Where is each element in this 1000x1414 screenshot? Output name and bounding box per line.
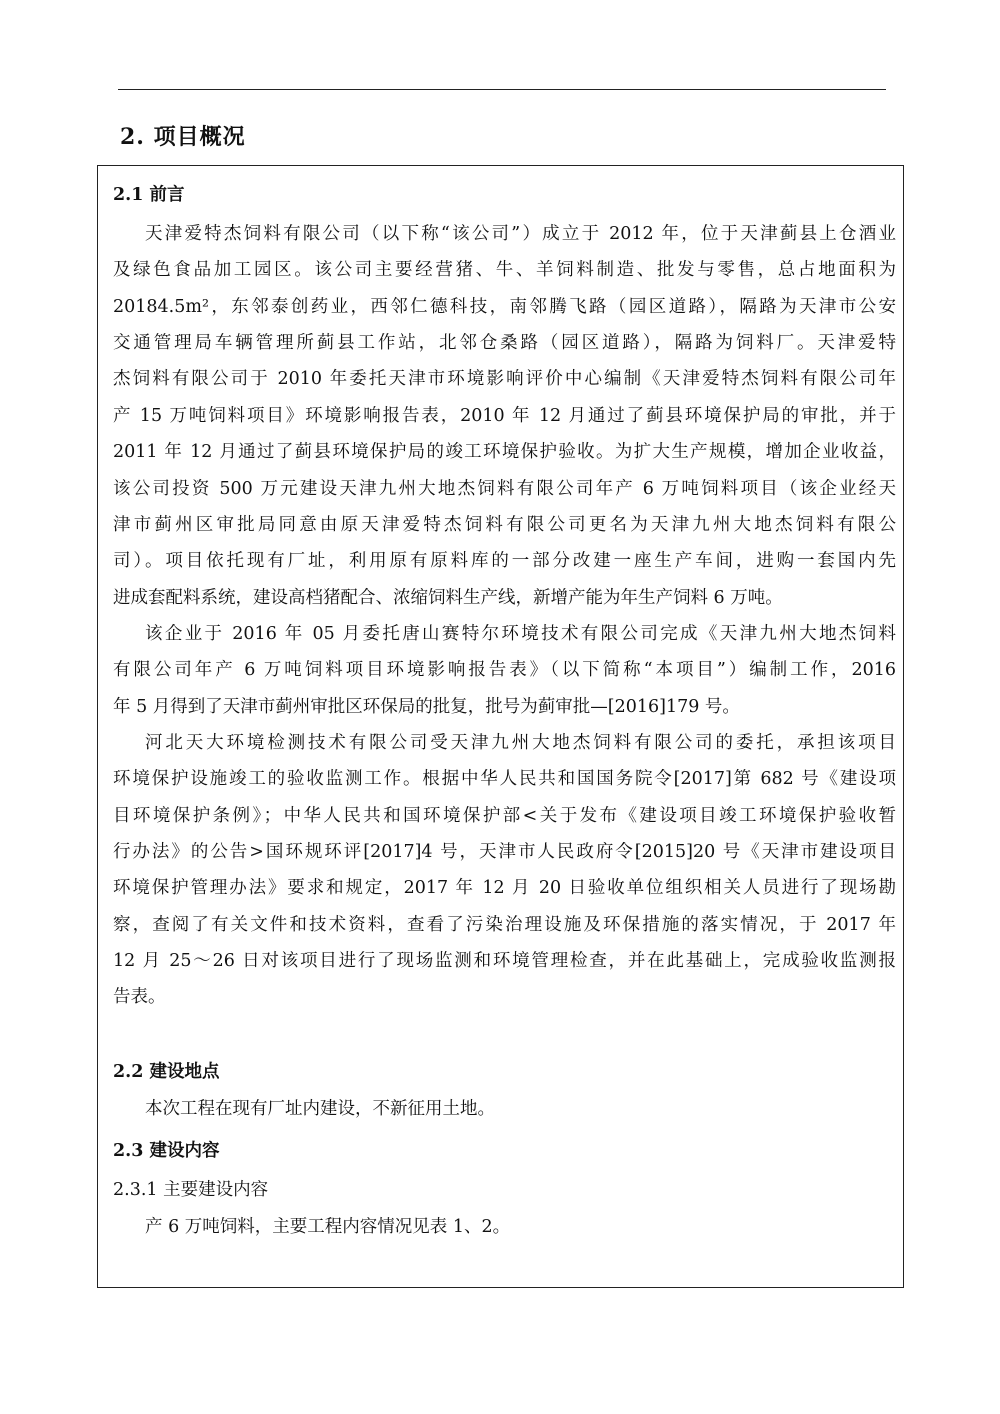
heading-2-1: 2.1 前言	[113, 185, 185, 205]
paragraph-line: 20184.5m²，东邻泰创药业，西邻仁德科技，南邻腾飞路（园区道路），隔路为天津市公安	[113, 297, 896, 317]
paragraph-line: 年 5 月得到了天津市蓟州审批区环保局的批复，批号为蓟审批—[2016]179 号。	[113, 697, 740, 717]
paragraph-line: 告表。	[113, 987, 166, 1007]
paragraph-line: 司）。项目依托现有厂址，利用原有原料库的一部分改建一座生产车间，进购一套国内先	[113, 551, 896, 571]
paragraph-line: 察，查阅了有关文件和技术资料，查看了污染治理设施及环保措施的落实情况，于 2017 年	[113, 915, 896, 935]
paragraph-line: 目环境保护条例》；中华人民共和国环境保护部<关于发布《建设项目竣工环境保护验收暂	[113, 806, 896, 826]
paragraph-line: 本次工程在现有厂址内建设，不新征用土地。	[145, 1099, 495, 1119]
paragraph-line: 进成套配料系统，建设高档猪配合、浓缩饲料生产线，新增产能为年生产饲料 6 万吨。	[113, 588, 783, 608]
paragraph-line: 津市蓟州区审批局同意由原天津爱特杰饲料有限公司更名为天津九州大地杰饲料有限公	[113, 515, 896, 535]
paragraph-line: 及绿色食品加工园区。该公司主要经营猪、牛、羊饲料制造、批发与零售，总占地面积为	[113, 260, 896, 280]
paragraph-line: 杰饲料有限公司于 2010 年委托天津市环境影响评价中心编制《天津爱特杰饲料有限公司年	[113, 369, 896, 389]
paragraph-line: 12 月 25～26 日对该项目进行了现场监测和环境管理检查，并在此基础上，完成验收监测报	[113, 951, 896, 971]
paragraph-line: 有限公司年产 6 万吨饲料项目环境影响报告表》（以下简称“本项目”）编制工作，2016	[113, 660, 896, 680]
header-rule	[118, 89, 886, 90]
paragraph-line: 河北天大环境检测技术有限公司受天津九州大地杰饲料有限公司的委托，承担该项目	[145, 733, 896, 753]
paragraph-line: 行办法》的公告>国环规环评[2017]4 号，天津市人民政府令[2015]20 号《天津市建设项目	[113, 842, 896, 862]
heading-2-3: 2.3 建设内容	[113, 1141, 220, 1161]
paragraph-line: 交通管理局车辆管理所蓟县工作站，北邻仓桑路（园区道路），隔路为饲料厂。天津爱特	[113, 333, 896, 353]
paragraph-line: 产 15 万吨饲料项目》环境影响报告表，2010 年 12 月通过了蓟县环境保护局的审批，并于	[113, 406, 896, 426]
section-title: 2. 项目概况	[120, 124, 246, 150]
paragraph-line: 该企业于 2016 年 05 月委托唐山赛特尔环境技术有限公司完成《天津九州大地杰饲料	[145, 624, 896, 644]
heading-2-2: 2.2 建设地点	[113, 1062, 220, 1082]
paragraph-line: 天津爱特杰饲料有限公司（以下称“该公司”）成立于 2012 年，位于天津蓟县上仓酒业	[145, 224, 896, 244]
paragraph-line: 产 6 万吨饲料，主要工程内容情况见表 1、2。	[145, 1217, 511, 1237]
heading-2-3-1: 2.3.1 主要建设内容	[113, 1180, 269, 1200]
paragraph-line: 环境保护设施竣工的验收监测工作。根据中华人民共和国国务院令[2017]第 682 号《建设项	[113, 769, 896, 789]
paragraph-line: 环境保护管理办法》要求和规定，2017 年 12 月 20 日验收单位组织相关人员进行了现场勘	[113, 878, 896, 898]
paragraph-line: 2011 年 12 月通过了蓟县环境保护局的竣工环境保护验收。为扩大生产规模，增加企业收益，	[113, 442, 896, 462]
paragraph-line: 该公司投资 500 万元建设天津九州大地杰饲料有限公司年产 6 万吨饲料项目（该企业经天	[113, 479, 896, 499]
